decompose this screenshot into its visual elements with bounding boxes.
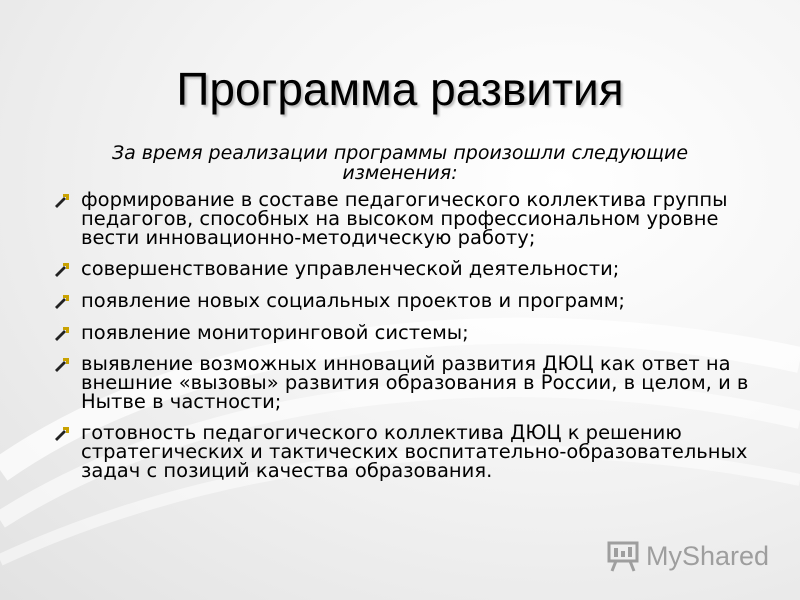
list-item-text: совершенствование управленческой деятельности; bbox=[81, 257, 620, 280]
bullet-icon bbox=[54, 294, 70, 310]
bullet-list bbox=[50, 190, 765, 480]
list-item bbox=[50, 190, 765, 247]
list-item-text: появление мониторинговой системы; bbox=[81, 321, 469, 344]
list-item-text: готовность педагогического коллектива ДЮЦ к решению стратегических и тактических воспитательно-образовательных задач с позиций качества образования. bbox=[81, 421, 748, 482]
list-item-text: появление новых социальных проектов и программ; bbox=[81, 289, 625, 312]
slide-subtitle: За время реализации программы произошли следующие изменения: bbox=[111, 142, 689, 184]
list-item bbox=[50, 423, 765, 480]
list-item-text: формирование в составе педагогического коллектива группы педагогов, способных на высоком профессиональном уровне вести инновационно-методическую работу; bbox=[81, 188, 728, 249]
bullet-icon bbox=[54, 193, 70, 209]
bullet-icon bbox=[54, 326, 70, 342]
presentation-board-icon bbox=[606, 539, 640, 573]
bullet-icon bbox=[54, 262, 70, 278]
bullet-icon bbox=[54, 357, 70, 373]
watermark-logo bbox=[606, 538, 769, 574]
list-item-text: выявление возможных инноваций развития ДЮЦ как ответ на внешние «вызовы» развития образования в России, в целом, и в Нытве в частности; bbox=[81, 352, 749, 413]
list-item bbox=[50, 354, 765, 411]
list-item bbox=[50, 323, 765, 342]
list-item bbox=[50, 259, 765, 278]
list-item bbox=[50, 291, 765, 310]
bullet-icon bbox=[54, 426, 70, 442]
watermark-text: MyShared bbox=[646, 540, 770, 571]
slide-title: Программа развития bbox=[176, 63, 624, 115]
